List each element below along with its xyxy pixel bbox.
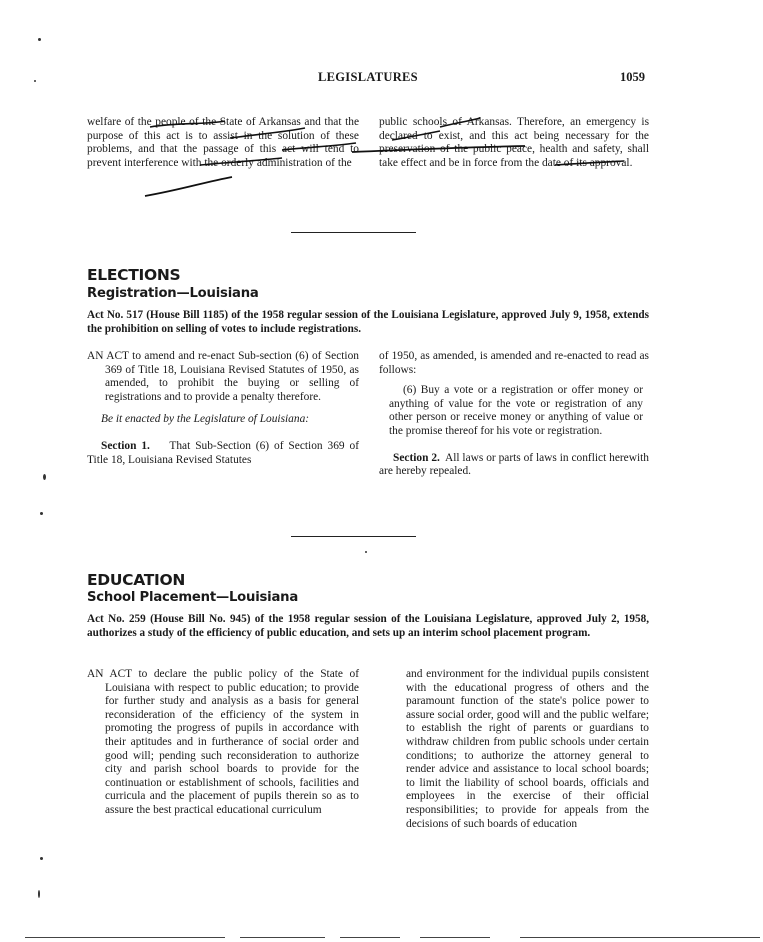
scan-speck [365,551,367,553]
education-section-title: EDUCATION [87,571,185,589]
elections-act-intro: AN ACT to amend and re-enact Sub-section (6) of Section 369 of Title 18, Louisiana Revised Statutes of 1950, as amended, to prohibit the buying or selling of registrations and to provide a penalty therefore. [87,350,359,403]
scan-speck [38,890,40,898]
elections-section-title: ELECTIONS [87,266,181,284]
scan-speck [43,474,46,480]
scan-edge-line [520,937,760,938]
education-left-text: AN ACT to declare the public policy of the State of Louisiana with respect to public education; to provide for further study and analysis as a basis for general reconsideration of the efficiency of the system in promoting the progress of pupils in accordance with their aptitudes and in furtherance of social order and good will; pending such reconsideration to authorize city and parish school boards to provide for the continuation or establishment of schools, facilities and curricula and the placement of pupils therein so as to assure the best practical educational curriculum [87,668,359,816]
continuation-right-text: public schools of Arkansas. Therefore, an emergency is declared to exist, and this act being necessary for the preservation of the public peace, health and safety, shall take effect and be in force from the date of its approval. [379,116,649,169]
elections-left-column [87,350,359,467]
section-2-text: All laws or parts of laws in conflict herewith are hereby repealed. [379,451,649,478]
scan-edge-line [25,937,225,938]
section-1-text: That Sub-Section (6) of Section 369 of Title 18, Louisiana Revised Statutes [87,439,360,466]
scan-speck [40,512,43,515]
education-right-text: and environment for the individual pupils consistent with the educational progress of others and the paramount function of the state's police power to assure social order, good will and the public welfare; to establish the right of parents or guardians to withdraw children from public schools under certain conditions; to authorize the attorney general to render advice and assistance to local school boards; to limit the liability of school boards, officials and employees in the exercise of their official responsibilities; to provide for appeals from the decisions of such boards of education [406,668,649,830]
section-divider [291,232,416,233]
education-right-column [406,668,649,831]
scan-edge-line [420,937,490,938]
education-act-summary: Act No. 259 (House Bill No. 945) of the 1958 regular session of the Louisiana Legislature, approved July 2, 1958, authorizes a study of the efficiency of public education, and sets up an interim school placement program. [87,613,649,639]
scan-speck [34,80,36,82]
elections-quoted-subsection: (6) Buy a vote or a registration or offer money or anything of value for the vote or registration of any other person or receive money or anything of value or the promise thereof for his vote or registration. [389,384,643,437]
section-divider [291,536,416,537]
education-section-subtitle: School Placement—Louisiana [87,590,299,605]
elections-right-intro: of 1950, as amended, is amended and re-enacted to read as follows: [379,350,649,376]
elections-section-1 [87,440,359,467]
scan-speck [38,38,41,41]
education-left-column [87,668,359,818]
elections-enacting-clause: Be it enacted by the Legislature of Louisiana: [101,413,310,426]
elections-right-column [379,350,649,479]
scan-edge-line [240,937,325,938]
elections-section-2 [379,452,649,479]
scan-speck [40,857,43,860]
section-1-label: Section 1. [101,439,150,452]
section-2-label: Section 2. [393,451,440,464]
elections-section-subtitle: Registration—Louisiana [87,286,259,301]
running-title: LEGISLATURES [318,70,418,84]
scan-edge-line [340,937,400,938]
continuation-left-text: welfare of the people of the State of Arkansas and that the purpose of this act is to assist in the solution of these problems, and that the passage of this act will tend to prevent interference with the orderly administration of the [87,116,359,169]
elections-act-summary: Act No. 517 (House Bill 1185) of the 1958 regular session of the Louisiana Legislature, approved July 9, 1958, extends the prohibition on selling of votes to include registrations. [87,309,649,335]
page-number: 1059 [620,70,645,84]
